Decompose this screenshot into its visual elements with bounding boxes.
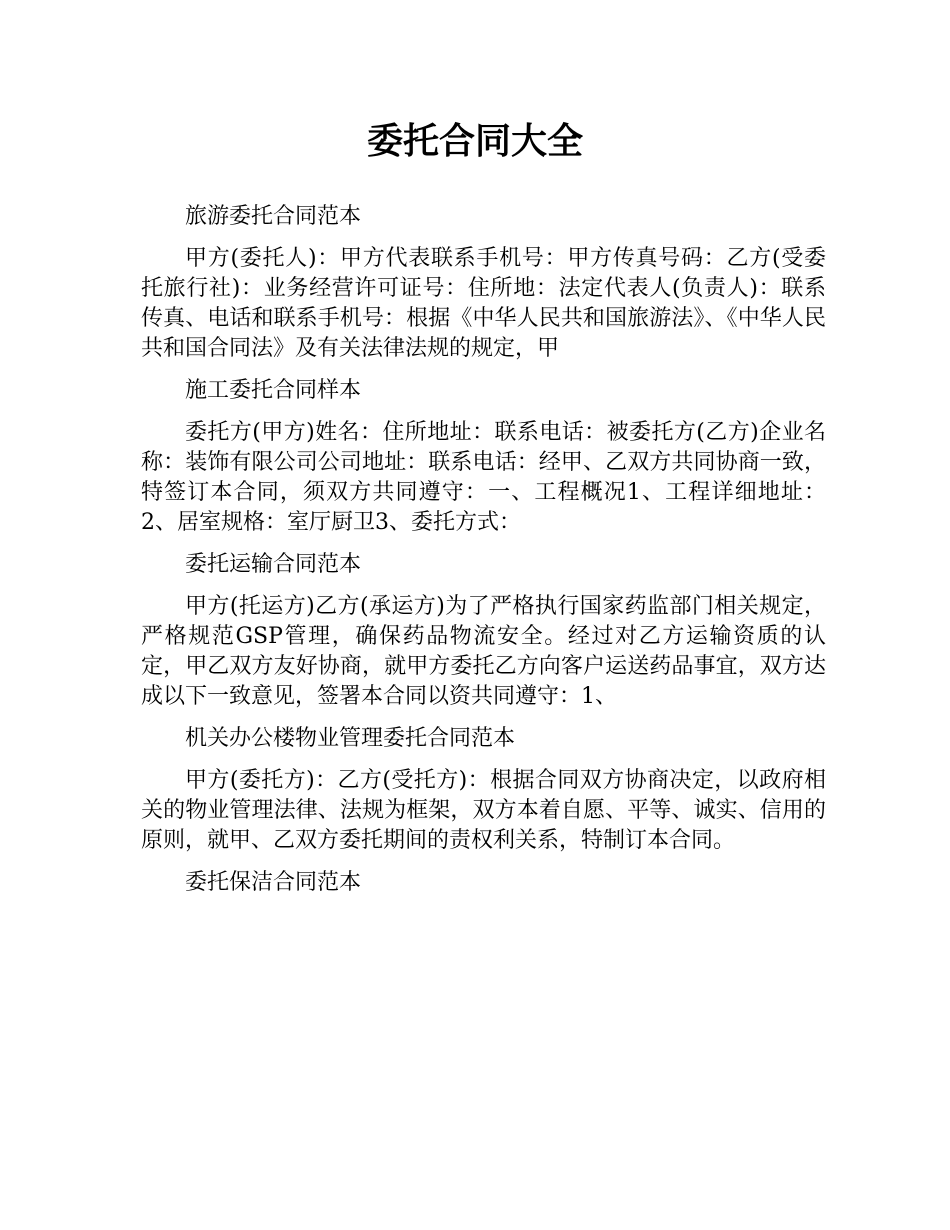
section-heading-construction: 施工委托合同样本 (185, 378, 362, 403)
section-body-property-management: 甲方(委托方)：乙方(受托方)：根据合同双方协商决定，以政府相关的物业管理法律、法规为框架，双方本着自愿、平等、诚实、信用的原则，就甲、乙双方委托期间的责权利关系，特制订本合同。 (141, 768, 826, 853)
document-content (141, 202, 826, 910)
document-title: 委托合同大全 (366, 121, 583, 162)
section-heading-travel: 旅游委托合同范本 (185, 204, 362, 229)
section-body-construction: 委托方(甲方)姓名：住所地址：联系电话：被委托方(乙方)企业名称：装饰有限公司公司地址：联系电话：经甲、乙双方共同协商一致，特签订本合同，须双方共同遵守：一、工程概况1、工程详细地址：2、居室规格：室厅厨卫3、委托方式： (141, 420, 826, 535)
section-heading-transport: 委托运输合同范本 (185, 552, 362, 577)
section-heading-cleaning: 委托保洁合同范本 (185, 870, 362, 895)
section-body-transport: 甲方(托运方)乙方(承运方)为了严格执行国家药监部门相关规定，严格规范GSP管理，确保药品物流安全。经过对乙方运输资质的认定，甲乙双方友好协商，就甲方委托乙方向客户运送药品事宜，双方达成以下一致意见，签署本合同以资共同遵守：1、 (141, 594, 826, 709)
section-body-travel: 甲方(委托人)：甲方代表联系手机号：甲方传真号码：乙方(受委托旅行社)：业务经营许可证号：住所地：法定代表人(负责人)：联系传真、电话和联系手机号：根据《中华人民共和国旅游法》、《中华人民共和国合同法》及有关法律法规的规定，甲 (141, 246, 826, 361)
section-heading-property-management: 机关办公楼物业管理委托合同范本 (185, 726, 516, 751)
